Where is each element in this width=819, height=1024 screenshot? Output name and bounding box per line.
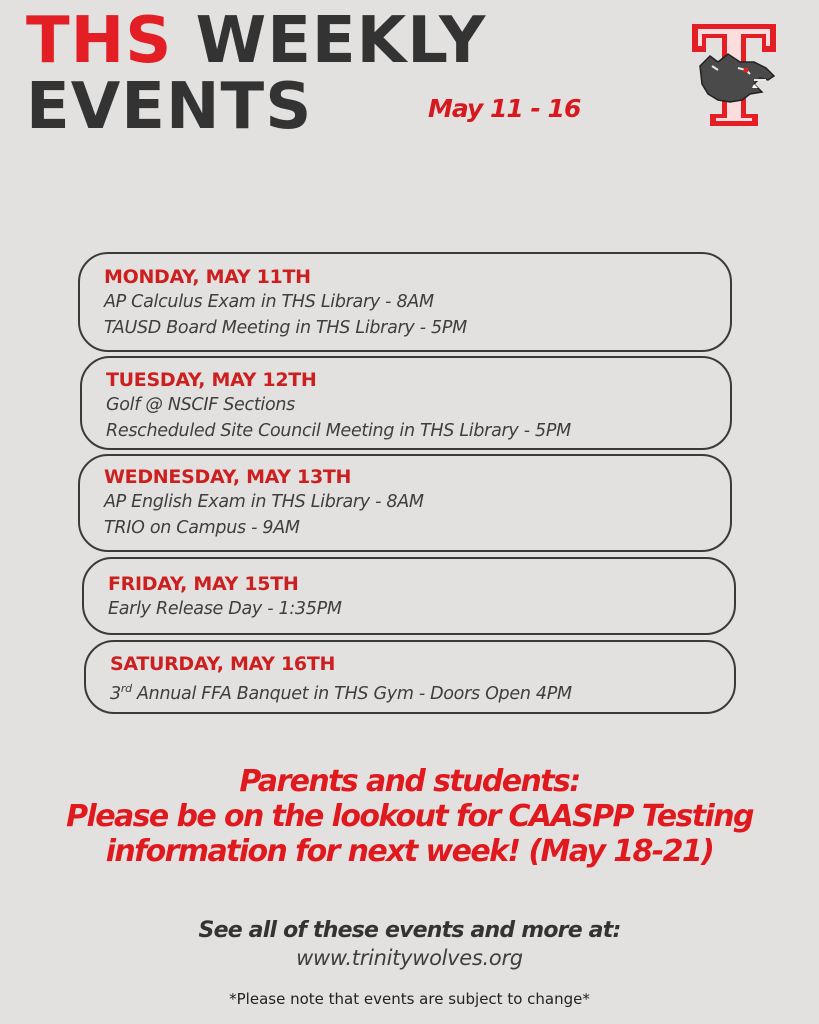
event-box-tuesday <box>80 356 732 450</box>
event-day: SATURDAY, MAY 16TH <box>110 653 336 675</box>
event-item: AP English Exam in THS Library - 8AM <box>104 492 424 512</box>
title-ths: THS <box>26 4 173 78</box>
event-item: TAUSD Board Meeting in THS Library - 5PM <box>104 318 467 338</box>
event-item-text: Annual FFA Banquet in THS Gym - Doors Open 4PM <box>131 683 572 704</box>
event-item: TRIO on Campus - 9AM <box>104 518 300 538</box>
event-box-saturday <box>84 640 736 714</box>
event-item <box>110 676 734 707</box>
event-day: TUESDAY, MAY 12TH <box>106 369 317 391</box>
ordinal-number: 3 <box>110 683 121 704</box>
notice-line: Parents and students: <box>239 764 580 799</box>
wolf-t-logo-icon <box>688 22 780 128</box>
notice-line: information for next week! (May 18-21) <box>105 834 714 869</box>
page-title <box>26 4 487 144</box>
website-link[interactable]: www.trinitywolves.org <box>296 946 523 970</box>
event-item: AP Calculus Exam in THS Library - 8AM <box>104 292 434 312</box>
event-box-monday <box>78 252 732 352</box>
ordinal-suffix: rd <box>120 682 132 695</box>
event-day: WEDNESDAY, MAY 13TH <box>104 466 352 488</box>
notice-line: Please be on the lookout for CAASPP Testing <box>66 799 753 834</box>
see-all-text: See all of these events and more at: <box>198 918 621 943</box>
event-item: Golf @ NSCIF Sections <box>106 395 295 415</box>
event-day: FRIDAY, MAY 15TH <box>108 573 299 595</box>
date-range: May 11 - 16 <box>428 94 581 123</box>
event-box-wednesday <box>78 454 732 552</box>
event-box-friday <box>82 557 736 635</box>
event-day: MONDAY, MAY 11TH <box>104 266 311 288</box>
disclaimer: *Please note that events are subject to change* <box>229 990 590 1008</box>
event-item: Early Release Day - 1:35PM <box>108 599 342 619</box>
title-events: EVENTS <box>26 70 313 144</box>
title-weekly: WEEKLY <box>195 4 487 78</box>
event-item: Rescheduled Site Council Meeting in THS Library - 5PM <box>106 421 571 441</box>
notice <box>0 764 819 869</box>
